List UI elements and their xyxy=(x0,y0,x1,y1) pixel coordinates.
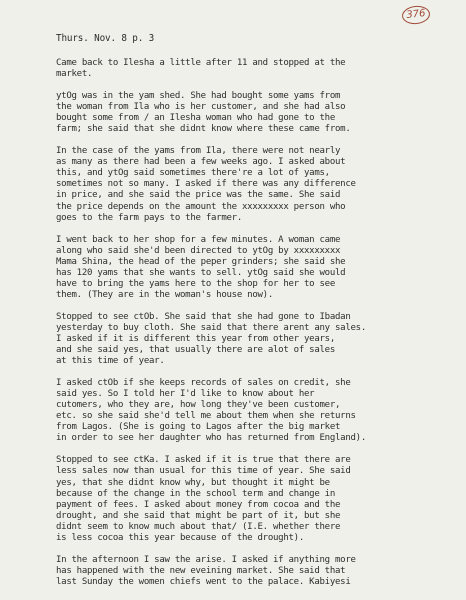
paragraph xyxy=(56,146,432,223)
text-line: drought, and she said that might be part of it, but she xyxy=(56,510,341,521)
text-line: Came back to Ilesha a little after 11 and stopped at the xyxy=(56,58,346,68)
text-line: has 120 yams that she wants to sell. ytOg said she would xyxy=(56,267,346,278)
paragraph xyxy=(56,91,432,135)
text-line: from Lagos. (She is going to Lagos after the big market xyxy=(56,422,341,433)
paragraph xyxy=(56,235,432,301)
text-line: I asked if it is different this year from other years, xyxy=(56,333,336,344)
document-body xyxy=(56,58,432,599)
text-line: because of the change in the school term and change in xyxy=(56,488,336,499)
text-line: Mama Shina, the head of the peper grinders; she said she xyxy=(56,256,346,267)
text-line: In the case of the yams from Ila, there were not nearly xyxy=(56,146,341,157)
page-header: Thurs. Nov. 8 p. 3 xyxy=(56,33,155,44)
paragraph xyxy=(56,312,432,367)
paragraph xyxy=(56,555,432,588)
paragraph xyxy=(56,58,432,80)
page-number-stamp: 376 xyxy=(401,5,431,26)
text-line: this, and ytOg said sometimes there're a lot of yams, xyxy=(56,168,330,179)
text-line: In the afternoon I saw the arise. I asked if anything more xyxy=(56,554,356,565)
text-line: I went back to her shop for a few minutes. A woman came xyxy=(56,234,341,245)
text-line: in price, and she said the price was the same. She said xyxy=(56,190,341,201)
text-line: last Sunday the women chiefs went to the palace. Kabiyesi xyxy=(56,576,351,587)
text-line: didnt seem to know much about that/ (I.E. whether there xyxy=(56,521,341,532)
text-line: the price depends on the amount the xxxxxxxxx person who xyxy=(56,201,346,212)
text-line: sometimes not so many. I asked if there was any difference xyxy=(56,179,356,190)
text-line: at this time of year. xyxy=(56,356,165,367)
text-line: and she said yes, that usually there are alot of sales xyxy=(56,345,336,356)
text-line: is less cocoa this year because of the drought). xyxy=(56,532,305,543)
text-line: payment of fees. I asked about money from cocoa and the xyxy=(56,499,341,510)
text-line: bought some from / an Ilesha woman who had gone to the xyxy=(56,113,336,124)
text-line: less sales now than usual for this time of year. She said xyxy=(56,466,351,477)
text-line: yes, that she didnt know why, but thought it might be xyxy=(56,477,330,488)
paragraph xyxy=(56,378,432,444)
text-line: has happened with the new eveining market. She said that xyxy=(56,565,346,576)
text-line: have to bring the yams here to the shop for her to see xyxy=(56,278,336,289)
text-line: said yes. So I told her I'd like to know about her xyxy=(56,389,315,400)
text-line: as many as there had been a few weeks ago. I asked about xyxy=(56,157,346,168)
text-line: market. xyxy=(56,69,93,80)
text-line: ytOg was in the yam shed. She had bought some yams from xyxy=(56,91,341,102)
text-line: yesterday to buy cloth. She said that there arent any sales. xyxy=(56,322,367,333)
paragraph xyxy=(56,455,432,543)
text-line: Stopped to see ctKa. I asked if it is true that there are xyxy=(56,455,351,466)
text-line: goes to the farm pays to the farmer. xyxy=(56,212,243,223)
text-line: I asked ctOb if she keeps records of sales on credit, she xyxy=(56,378,351,389)
text-line: along who said she'd been directed to ytOg by xxxxxxxxx xyxy=(56,245,341,256)
text-line: Stopped to see ctOb. She said that she had gone to Ibadan xyxy=(56,311,351,322)
text-line: cutomers, who they are, how long they've been customer, xyxy=(56,400,341,411)
text-line: in order to see her daughter who has returned from England). xyxy=(56,433,367,444)
text-line: farm; she said that she didnt know where these came from. xyxy=(56,124,351,135)
text-line: the woman from Ila who is her customer, and she had also xyxy=(56,102,346,113)
text-line: them. (They are in the woman's house now). xyxy=(56,289,274,300)
text-line: etc. so she said she'd tell me about them when she returns xyxy=(56,411,356,422)
